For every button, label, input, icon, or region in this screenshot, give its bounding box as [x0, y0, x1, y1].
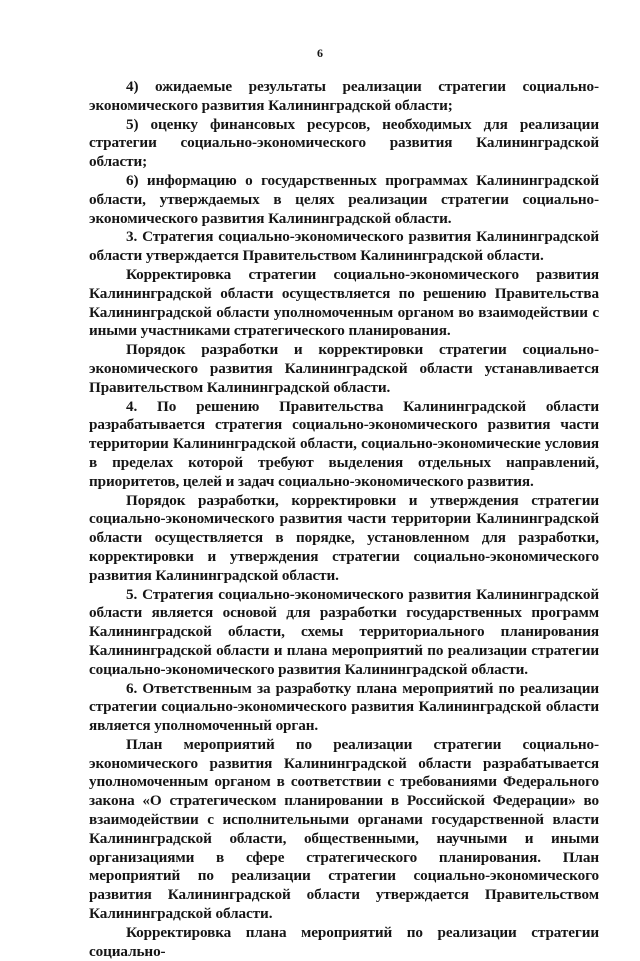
paragraph-development-procedure: Порядок разработки и корректировки стратегии социально-экономического развития Калининградской области устанавливается Правительством Калининградской области.	[89, 341, 599, 396]
paragraph-item-6: 6) информацию о государственных программах Калининградской области, утверждаемых в целях реализации стратегии социально-экономического развития Калининградской области.	[89, 171, 599, 227]
paragraph-strategy-correction: Корректировка стратегии социально-экономического развития Калининградской области осуществляется по решению Правительства Калининградской области уполномоченным органом во взаимодействии с иными участниками стратегического планирования.	[89, 265, 599, 340]
paragraph-section-5: 5. Стратегия социально-экономического развития Калининградской области является основой для разработки государственных программ Калининградской области, схемы территориального планирования Калининградской области и плана мероприятий по реализации стратегии социально-экономического развития Калининградской области.	[89, 585, 599, 678]
paragraph-section-4: 4. По решению Правительства Калининградской области разрабатывается стратегия социально-экономического развития части территории Калининградской области, социально-экономические условия в пределах которой требуют выделения отдельных направлений, приоритетов, целей и задач социально-экономического развития.	[89, 397, 599, 490]
paragraph-action-plan: План мероприятий по реализации стратегии социально-экономического развития Калининградской области разрабатывается уполномоченным органом в соответствии с требованиями Федерального закона «О стратегическом планировании в Российской Федерации» во взаимодействии с исполнительными органами государственной власти Калининградской области, общественными, научными и иными организациями в сфере стратегического планирования. План мероприятий по реализации стратегии социально-экономического развития Калининградской области утверждается Правительством Калининградской области.	[89, 735, 599, 923]
paragraph-item-5: 5) оценку финансовых ресурсов, необходимых для реализации стратегии социально-экономического развития Калининградской области;	[89, 115, 599, 171]
paragraph-territory-procedure: Порядок разработки, корректировки и утверждения стратегии социально-экономического развития части территории Калининградской области осуществляется в порядке, установленном для разработки, корректировки и утверждения стратегии социально-экономического развития Калининградской области.	[89, 491, 599, 584]
paragraph-section-6: 6. Ответственным за разработку плана мероприятий по реализации стратегии социально-экономического развития Калининградской области является уполномоченный орган.	[89, 679, 599, 735]
paragraph-plan-correction: Корректировка плана мероприятий по реализации стратегии социально-	[89, 923, 599, 960]
paragraph-section-3: 3. Стратегия социально-экономического развития Калининградской области утверждается Правительством Калининградской области.	[89, 228, 599, 265]
document-body	[89, 78, 599, 961]
page-number: 6	[317, 46, 323, 60]
paragraph-item-4: 4) ожидаемые результаты реализации стратегии социально-экономического развития Калининградской области;	[89, 78, 599, 114]
